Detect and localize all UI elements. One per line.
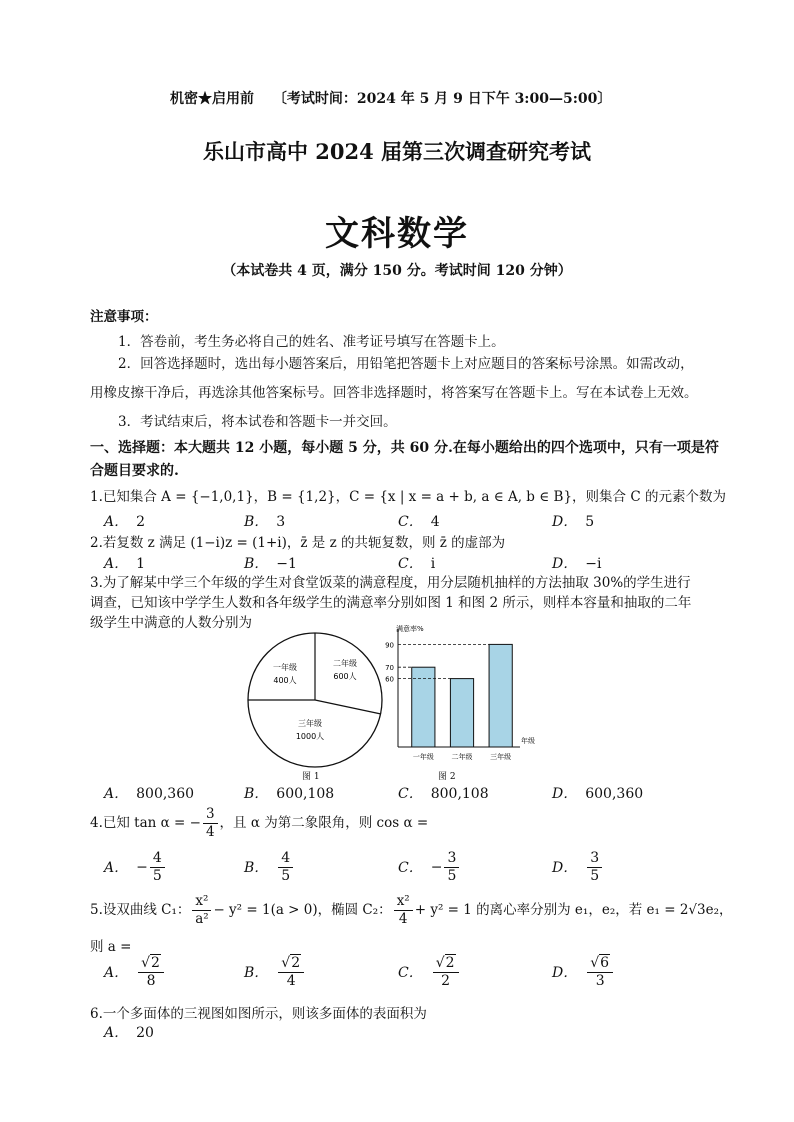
x-tick-label: 三年级 bbox=[490, 753, 512, 761]
notice-title: 注意事项： bbox=[90, 309, 158, 325]
pie-label-grade3: 三年级 bbox=[298, 719, 322, 728]
q4-option-c: C． − $\frac{3}{5}$ bbox=[398, 850, 461, 885]
question-4: 4.已知 tan α = − $\frac{3}{4}$ ，且 α 为第二象限角，则 cos α = bbox=[90, 806, 429, 840]
q3-option-d: D． 600,360 bbox=[552, 786, 644, 802]
question-1: 1.已知集合 A = {−1,0,1}，B = {1,2}，C = {x | x = a + b, a ∈ A, b ∈ B}，则集合 C 的元素个数为 bbox=[90, 489, 726, 505]
bar-chart bbox=[370, 625, 540, 770]
notice-item-2: 2．回答选择题时，选出每小题答案后，用铅笔把答题卡上对应题目的答案标号涂黑。如需改动， bbox=[118, 356, 694, 372]
exam-note: （本试卷共 4 页，满分 150 分。考试时间 120 分钟） bbox=[222, 263, 572, 279]
section-heading: 一、选择题：本大题共 12 小题，每小题 5 分，共 60 分.在每小题给出的四个选项中，只有一项是符 bbox=[90, 440, 719, 456]
exam-time: 〔考试时间：2024 年 5 月 9 日下午 3:00—5:00〕 bbox=[272, 91, 612, 107]
q5-option-d: D． $\frac{√6}{3}$ bbox=[552, 955, 615, 990]
q1-option-d: D． 5 bbox=[552, 514, 595, 530]
q4-option-b: B． $\frac{4}{5}$ bbox=[244, 850, 295, 885]
exam-title: 乐山市高中 2024 届第三次调查研究考试 bbox=[202, 139, 592, 164]
y-tick-label: 90 bbox=[385, 641, 394, 650]
q1-option-a: A． 2 bbox=[104, 514, 146, 530]
q6-option-a: A． 20 bbox=[104, 1025, 154, 1041]
y-tick-label: 60 bbox=[385, 675, 394, 684]
confidential-mark: 机密★启用前 bbox=[170, 91, 254, 107]
question-5-cont: 则 a = bbox=[90, 939, 132, 955]
pie-count-grade3: 1000人 bbox=[295, 732, 325, 741]
question-6: 6.一个多面体的三视图如图所示，则该多面体的表面积为 bbox=[90, 1006, 427, 1022]
subject-title: 文科数学 bbox=[325, 214, 469, 254]
question-2: 2.若复数 z 满足 (1−i)z = (1+i)，z̄ 是 z 的共轭复数，则 z̄ 的虚部为 bbox=[90, 535, 506, 551]
question-3-line3: 级学生中满意的人数分别为 bbox=[90, 615, 252, 631]
pie-label-grade2: 二年级 bbox=[333, 659, 357, 668]
q2-option-b: B． −1 bbox=[244, 556, 297, 572]
q1-option-b: B． 3 bbox=[244, 514, 286, 530]
q5-option-a: A． $\frac{√2}{8}$ bbox=[104, 955, 166, 990]
notice-item-2-cont: 用橡皮擦干净后，再选涂其他答案标号。回答非选择题时，将答案写在答题卡上。写在本试卷上无效。 bbox=[90, 385, 698, 401]
y-tick-label: 70 bbox=[385, 664, 394, 673]
pie-label-grade1: 一年级 bbox=[273, 663, 297, 672]
q4-option-d: D． $\frac{3}{5}$ bbox=[552, 850, 604, 885]
section-heading-cont: 合题目要求的. bbox=[90, 463, 179, 479]
bar-1 bbox=[412, 667, 435, 747]
question-3-line2: 调查，已知该中学学生人数和各年级学生的满意率分别如图 1 和图 2 所示，则样本容量和抽取的二年 bbox=[90, 595, 692, 611]
y-axis-label: 满意率% bbox=[396, 625, 424, 633]
pie-count-grade2: 600人 bbox=[333, 672, 357, 681]
x-axis-label: 年级 bbox=[521, 737, 535, 745]
question-5: 5.设双曲线 C₁： $\frac{\text{x²}}{\text{a²}}$ − y² = 1(a > 0)，椭圆 C₂： $\frac{\text{x²}}{4}$ + y² = 1 的离心率分别为 e₁，e₂，若 e₁ = 2√3e₂， bbox=[90, 893, 733, 927]
q2-option-c: C． i bbox=[398, 556, 436, 572]
x-tick-label: 二年级 bbox=[451, 753, 473, 761]
notice-item-3: 3．考试结束后，将本试卷和答题卡一并交回。 bbox=[118, 414, 397, 430]
q3-option-a: A． 800,360 bbox=[104, 786, 195, 802]
q5-option-b: B． $\frac{√2}{4}$ bbox=[244, 955, 306, 990]
figure-1-caption: 图 1 bbox=[302, 772, 320, 782]
pie-count-grade1: 400人 bbox=[273, 676, 297, 685]
q4-option-a: A． − $\frac{4}{5}$ bbox=[104, 850, 167, 885]
q1-option-c: C． 4 bbox=[398, 514, 440, 530]
q3-option-b: B． 600,108 bbox=[244, 786, 335, 802]
notice-item-1: 1．答卷前，考生务必将自己的姓名、准考证号填写在答题卡上。 bbox=[118, 334, 505, 350]
bar-2 bbox=[450, 679, 473, 747]
question-3-line1: 3.为了解某中学三个年级的学生对食堂饭菜的满意程度，用分层随机抽样的方法抽取 30%的学生进行 bbox=[90, 575, 691, 591]
figure-2-caption: 图 2 bbox=[438, 772, 456, 782]
q2-option-a: A． 1 bbox=[104, 556, 146, 572]
q2-option-d: D． −i bbox=[552, 556, 602, 572]
x-tick-label: 一年级 bbox=[412, 753, 434, 761]
q5-option-c: C． $\frac{√2}{2}$ bbox=[398, 955, 461, 990]
q3-option-c: C． 800,108 bbox=[398, 786, 489, 802]
bar-3 bbox=[489, 644, 512, 747]
